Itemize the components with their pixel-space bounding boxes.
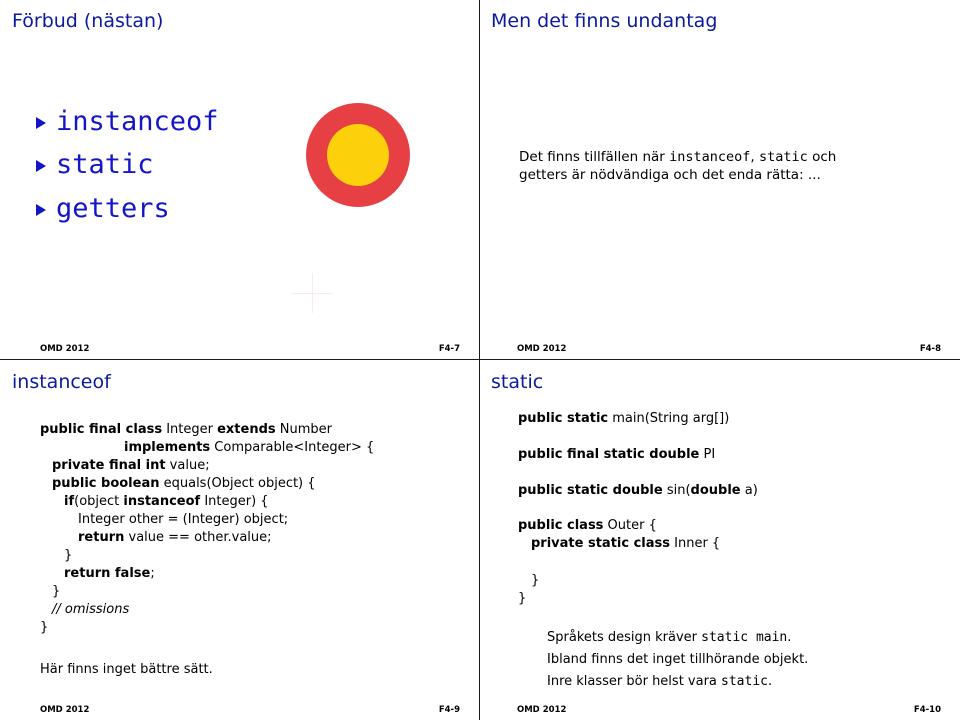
bullet-triangle-icon (36, 160, 46, 172)
slide-title: instanceof (12, 371, 111, 393)
footer-page: F4-9 (438, 705, 460, 715)
code-line: return value == other.value; (78, 530, 272, 545)
footer-page: F4-10 (913, 705, 941, 715)
bullet-triangle-icon (36, 117, 46, 129)
slide-title: Förbud (nästan) (12, 10, 164, 32)
footer-page: F4-8 (919, 344, 941, 354)
code-line: public final class Integer extends Number (40, 422, 333, 437)
code-line: } (518, 591, 527, 606)
code-line: public class Outer { (518, 518, 657, 533)
slide-paragraph: Det finns tillfällen när instanceof, static och getters är nödvändiga och det enda rätta: ... (519, 149, 837, 183)
slide-note: Inre klasser bör helst vara static. (547, 674, 773, 689)
slide-undantag (481, 0, 959, 358)
code-line: return false; (64, 566, 155, 581)
forbidden-sign-icon (306, 103, 410, 207)
code-line: public static main(String arg[]) (518, 411, 730, 426)
slide-static (481, 361, 959, 719)
crosshair-mark (312, 273, 313, 313)
code-line: public boolean equals(Object object) { (52, 476, 316, 491)
code-line: } (52, 584, 61, 599)
code-line: private static class Inner { (531, 536, 721, 551)
footer-course: OMD 2012 (517, 705, 567, 715)
forbidden-sign-center (327, 124, 389, 186)
code-comment: // omissions (52, 602, 130, 617)
code-line: } (531, 573, 540, 588)
code-line: Integer other = (Integer) object; (78, 512, 289, 527)
slide-divider-vertical (479, 0, 480, 720)
slide-title: Men det finns undantag (491, 10, 718, 32)
slide-note: Språkets design kräver static main. (547, 630, 792, 645)
code-line: if(object instanceof Integer) { (64, 494, 269, 509)
bullet-item: getters (36, 193, 170, 224)
code-line: private final int value; (52, 458, 210, 473)
bullet-item: instanceof (36, 106, 219, 137)
slide-divider-horizontal (0, 359, 960, 360)
code-line: } (40, 620, 49, 635)
slide-forbud (0, 0, 478, 358)
slide-instanceof (0, 361, 478, 719)
slide-title: static (491, 371, 544, 393)
code-line: public static double sin(double a) (518, 483, 758, 498)
footer-course: OMD 2012 (40, 705, 90, 715)
code-line: } (64, 548, 73, 563)
footer-page: F4-7 (438, 344, 460, 354)
slide-note: Här finns inget bättre sätt. (40, 662, 213, 677)
bullet-triangle-icon (36, 204, 46, 216)
slide-note: Ibland finns det inget tillhörande objekt. (547, 652, 809, 667)
footer-course: OMD 2012 (517, 344, 567, 354)
code-line: implements Comparable<Integer> { (124, 440, 375, 455)
code-line: public final static double PI (518, 447, 716, 462)
footer-course: OMD 2012 (40, 344, 90, 354)
bullet-item: static (36, 149, 154, 180)
